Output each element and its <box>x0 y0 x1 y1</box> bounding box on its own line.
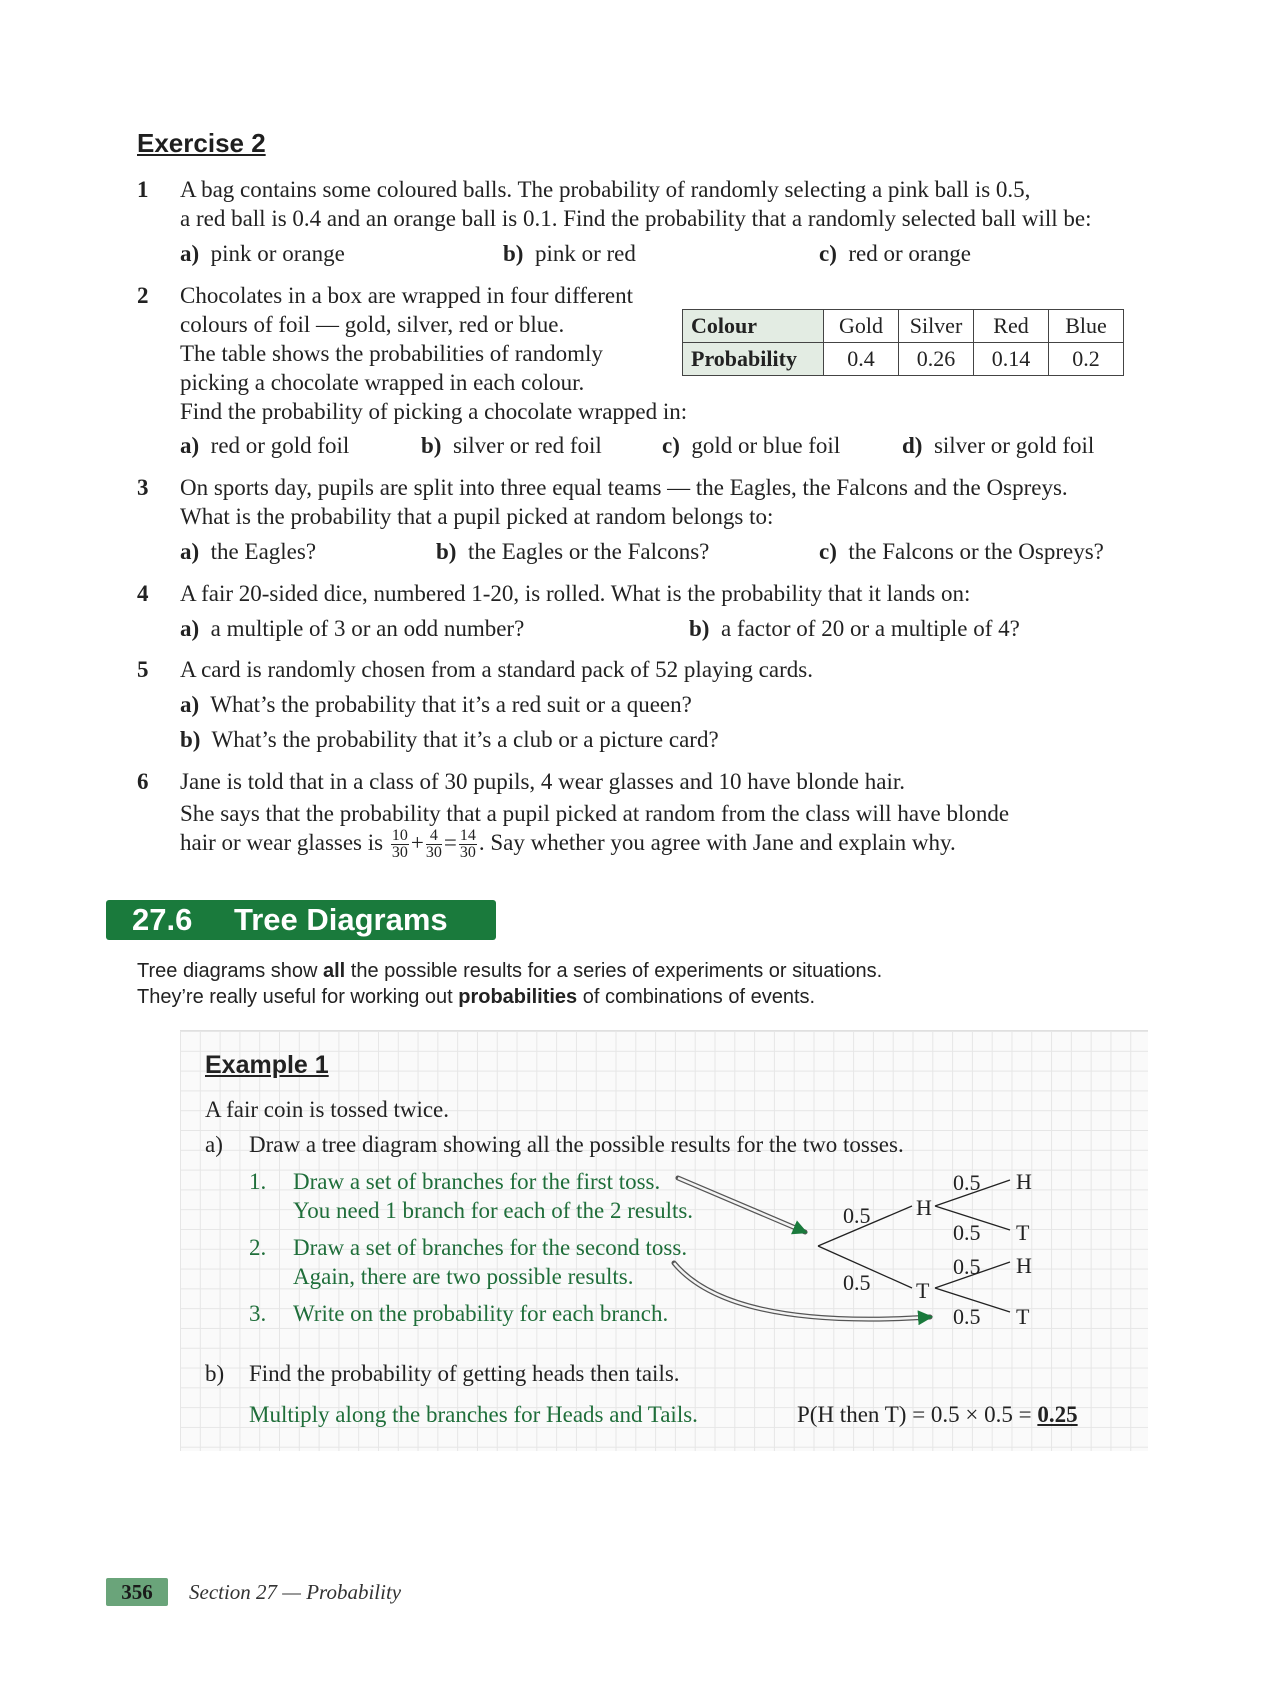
table-cell: Gold <box>824 310 899 343</box>
tree-prob-t: 0.5 <box>843 1270 871 1295</box>
part-text: What’s the probability that it’s a red suit or a queen? <box>210 692 692 717</box>
question-2-line-1: Chocolates in a box are wrapped in four different <box>180 283 634 308</box>
question-6-line-1: Jane is told that in a class of 30 pupils, 4 wear glasses and 10 have blonde hair. <box>180 769 905 794</box>
line-text-end: . Say whether you agree with Jane and explain why. <box>478 830 956 855</box>
question-2-line-2: colours of foil — gold, silver, red or blue. <box>180 312 565 337</box>
example-part-b-answer-line <box>797 1400 1078 1429</box>
part-text: What’s the probability that it’s a club or a picture card? <box>211 727 719 752</box>
tree-prob-ht: 0.5 <box>953 1220 981 1245</box>
table-cell: Blue <box>1049 310 1124 343</box>
part-label: b) <box>503 241 524 266</box>
question-1-line-2: a red ball is 0.4 and an orange ball is 0.1. Find the probability that a randomly selected ball will be: <box>180 206 1092 231</box>
question-2-number: 2 <box>137 283 149 308</box>
part-label: b) <box>689 616 710 641</box>
answer-working: P(H then T) = 0.5 × 0.5 = <box>797 1402 1038 1427</box>
question-6-line-2: She says that the probability that a pupil picked at random from the class will have blonde <box>180 801 1010 826</box>
step-1-number: 1. <box>249 1169 267 1194</box>
footer-section: Section 27 — Probability <box>189 1580 402 1604</box>
part-label: a) <box>180 241 200 266</box>
tree-outcome-hh: H <box>1016 1169 1032 1194</box>
intro-text: They’re really useful for working out <box>137 986 459 1008</box>
plus-sign: + <box>410 830 424 855</box>
part-text: the Eagles? <box>210 539 317 564</box>
part-label: d) <box>902 433 923 458</box>
part-label: c) <box>819 539 837 564</box>
part-text: red or orange <box>848 241 971 266</box>
denominator: 30 <box>459 844 476 862</box>
question-3-number: 3 <box>137 475 149 500</box>
table-header-probability: Probability <box>683 343 824 376</box>
section-title: Tree Diagrams <box>234 902 448 937</box>
example-part-b-text: Find the probability of getting heads then tails. <box>249 1361 680 1386</box>
part-text: the Falcons or the Ospreys? <box>848 539 1104 564</box>
table-cell: Silver <box>899 310 974 343</box>
numerator: 4 <box>426 828 442 845</box>
part-text: pink or orange <box>210 241 345 266</box>
part-label: a) <box>180 539 200 564</box>
numerator: 10 <box>391 827 408 845</box>
step-1-line-2: You need 1 branch for each of the 2 results. <box>293 1198 694 1223</box>
numerator: 14 <box>459 827 476 845</box>
tree-prob-tt: 0.5 <box>953 1304 981 1329</box>
question-5-number: 5 <box>137 657 149 682</box>
table-cell: 0.2 <box>1049 343 1124 376</box>
section-number: 27.6 <box>132 902 193 937</box>
table-cell: 0.4 <box>824 343 899 376</box>
step-2-number: 2. <box>249 1235 267 1260</box>
question-1-number: 1 <box>137 177 149 202</box>
question-1-line-1: A bag contains some coloured balls. The probability of randomly selecting a pink ball is 0.5, <box>180 177 1031 202</box>
question-4-number: 4 <box>137 581 149 606</box>
denominator: 30 <box>391 844 408 862</box>
tree-outcome-h: H <box>916 1195 932 1220</box>
question-4-line-1: A fair 20-sided dice, numbered 1-20, is rolled. What is the probability that it lands on: <box>180 581 971 606</box>
part-text: silver or gold foil <box>933 433 1095 458</box>
question-5-line-1: A card is randomly chosen from a standard pack of 52 playing cards. <box>180 657 813 682</box>
question-2-line-5: Find the probability of picking a chocolate wrapped in: <box>180 399 688 424</box>
table-header-colour: Colour <box>683 310 824 343</box>
part-text: silver or red foil <box>452 433 602 458</box>
table-cell: Red <box>974 310 1049 343</box>
part-text: a multiple of 3 or an odd number? <box>210 616 525 641</box>
part-label: b) <box>421 433 442 458</box>
example-title: Example 1 <box>205 1051 329 1079</box>
tree-prob-hh: 0.5 <box>953 1170 981 1195</box>
table-cell: 0.14 <box>974 343 1049 376</box>
tree-outcome-th: H <box>1016 1253 1032 1278</box>
line-text: hair or wear glasses is <box>180 830 384 855</box>
intro-text: the possible results for a series of experiments or situations. <box>345 960 883 982</box>
step-3-number: 3. <box>249 1301 267 1326</box>
part-label: b) <box>180 727 201 752</box>
part-label: b) <box>436 539 457 564</box>
example-part-a-text: Draw a tree diagram showing all the possible results for the two tosses. <box>249 1132 904 1157</box>
example-part-b-method: Multiply along the branches for Heads and Tails. <box>249 1402 698 1427</box>
tree-outcome-ht: T <box>1016 1220 1030 1245</box>
tree-prob-h: 0.5 <box>843 1203 871 1228</box>
part-label: a) <box>180 692 200 717</box>
tree-prob-th: 0.5 <box>953 1254 981 1279</box>
part-text: red or gold foil <box>210 433 350 458</box>
denominator: 30 <box>425 844 442 862</box>
question-2-line-3: The table shows the probabilities of randomly <box>180 341 603 366</box>
exercise-title: Exercise 2 <box>137 128 266 158</box>
part-label: c) <box>662 433 680 458</box>
part-label: c) <box>819 241 837 266</box>
question-2-line-4: picking a chocolate wrapped in each colour. <box>180 370 585 395</box>
part-label: a) <box>180 433 200 458</box>
part-text: gold or blue foil <box>691 433 841 458</box>
part-text: the Eagles or the Falcons? <box>467 539 710 564</box>
equals-sign: = <box>443 830 457 855</box>
intro-bold: all <box>323 960 346 982</box>
part-text: pink or red <box>534 241 636 266</box>
arrow-to-first-branches-inner <box>678 1178 805 1232</box>
tree-outcome-t: T <box>916 1278 930 1303</box>
example-part-b-label: b) <box>205 1361 225 1386</box>
example-statement: A fair coin is tossed twice. <box>205 1097 450 1122</box>
tree-outcome-tt: T <box>1016 1304 1030 1329</box>
page-number: 356 <box>106 1578 168 1606</box>
step-2-line-1: Draw a set of branches for the second toss. <box>293 1235 688 1260</box>
step-1-line-1: Draw a set of branches for the first toss. <box>293 1169 661 1194</box>
question-3-line-2: What is the probability that a pupil picked at random belongs to: <box>180 504 774 529</box>
part-text: a factor of 20 or a multiple of 4? <box>720 616 1020 641</box>
step-2-line-2: Again, there are two possible results. <box>293 1264 634 1289</box>
intro-text: Tree diagrams show <box>137 960 323 982</box>
example-part-a-label: a) <box>205 1132 223 1157</box>
intro-text: of combinations of events. <box>577 986 816 1008</box>
intro-bold: probabilities <box>458 986 578 1008</box>
part-label: a) <box>180 616 200 641</box>
table-cell: 0.26 <box>899 343 974 376</box>
step-3-line-1: Write on the probability for each branch. <box>293 1301 669 1326</box>
question-6-number: 6 <box>137 769 149 794</box>
question-3-line-1: On sports day, pupils are split into three equal teams — the Eagles, the Falcons and the Ospreys. <box>180 475 1068 500</box>
answer-value: 0.25 <box>1037 1402 1078 1427</box>
